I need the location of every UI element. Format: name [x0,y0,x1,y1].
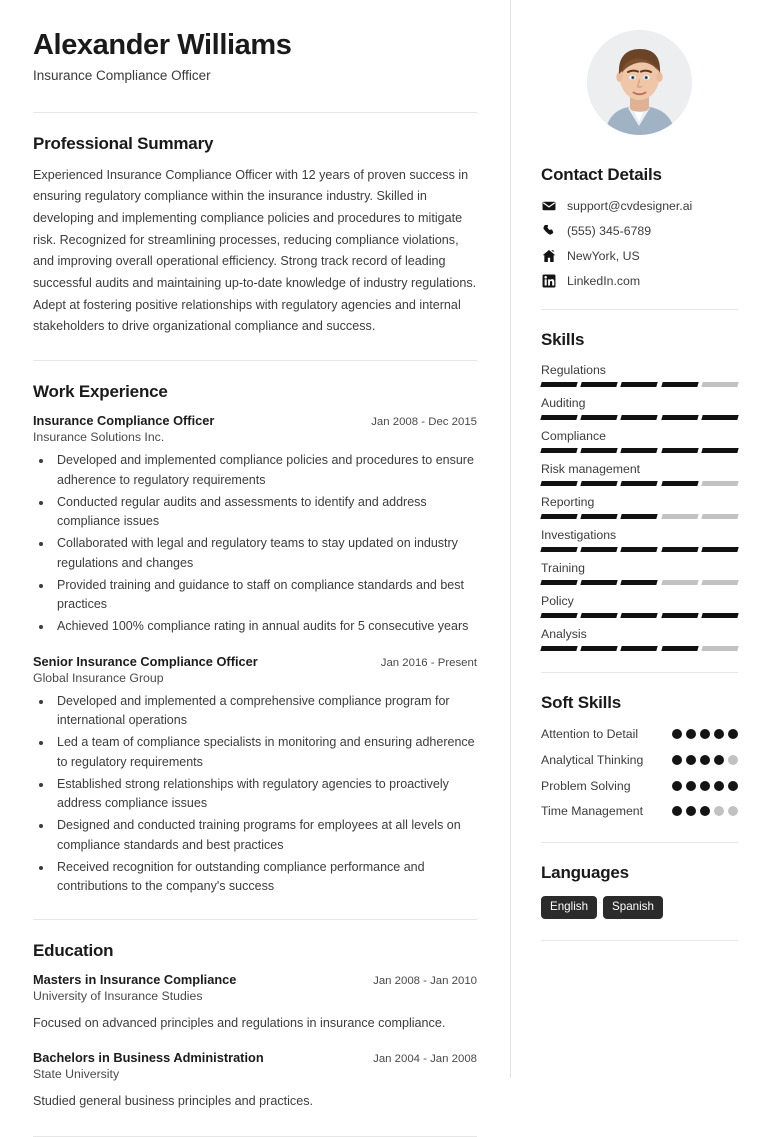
skill-segment [540,415,578,420]
phone-icon [541,223,556,238]
skill-segment [621,481,659,486]
work-bullet-item: • Provided training and guidance to staff on compliance standards and best practices [53,576,477,615]
rating-dot [714,781,724,791]
contact-item[interactable] [541,223,738,238]
summary-text: Experienced Insurance Compliance Officer with 12 years of proven success in ensuring regulatory compliance within the insurance industry. Skilled in developing and implementing compliance policies and procedures to mitigate risk. Recognized for streamlining processes, reducing compliance violations, and improving overall operational efficiency. Strong track record of leading successful audits and maintaining up-to-date knowledge of industry regulations. Adept at fostering positive relationships with regulatory agencies and internal stakeholders to drive organizational compliance and success. [33,167,477,334]
rating-dot [686,755,696,765]
work-entry-header [33,413,477,428]
skill-segment [540,580,578,585]
work-entry-bullets [33,692,477,897]
rating-dot [700,755,710,765]
skill-segment [701,613,739,618]
education-entry-dates: Jan 2008 - Jan 2010 [373,974,477,987]
education-entry-school: State University [33,1067,120,1082]
work-bullet-item: • Achieved 100% compliance rating in annual audits for 5 consecutive years [53,617,477,637]
skill-segment [580,481,618,486]
skill-item [541,429,738,453]
skill-segment [621,547,659,552]
skill-segment [580,382,618,387]
skill-item [541,462,738,486]
rating-dot [728,755,738,765]
work-bullet-item: • Collaborated with legal and regulatory teams to stay updated on industry regulations and changes [53,534,477,573]
skill-segment [621,514,659,519]
skill-segment [540,448,578,453]
contact-value: LinkedIn.com [567,273,641,288]
work-bullet-item: • Led a team of compliance specialists in monitoring and ensuring adherence to regulatory requirements [53,733,477,772]
work-bullet-item: • Received recognition for outstanding compliance performance and contributions to the company's success [53,858,477,897]
skill-segment [661,514,699,519]
section-soft-skills [541,693,738,821]
home-icon [541,248,556,263]
section-title-work: Work Experience [33,382,168,402]
skill-segment [580,613,618,618]
skill-level-bar [541,448,738,453]
skill-level-bar [541,415,738,420]
skill-segment [661,580,699,585]
skill-segment [580,547,618,552]
rating-dot [672,781,682,791]
skill-label: Auditing [541,396,586,410]
soft-skill-item [541,803,738,821]
education-entry [33,972,477,1034]
work-entry-role: Senior Insurance Compliance Officer [33,653,258,669]
education-entry [33,1050,477,1112]
section-title-soft-skills: Soft Skills [541,693,621,712]
skill-segment [621,646,659,651]
contact-list [541,198,738,288]
skill-segment [621,382,659,387]
language-chip-list [541,896,738,919]
work-entry-dates: Jan 2016 - Present [380,656,477,669]
work-entry-role: Insurance Compliance Officer [33,413,215,429]
section-education [33,920,477,1112]
section-title-languages: Languages [541,863,629,883]
skill-label: Regulations [541,363,606,377]
soft-skills-divider [541,842,738,843]
skill-level-bar [541,514,738,519]
skill-item [541,627,738,651]
work-entry-bullets [33,451,477,637]
header-job-title: Insurance Compliance Officer [33,68,211,84]
work-entry [33,413,477,637]
contact-value: NewYork, US [567,248,640,263]
soft-skill-item [541,778,738,796]
rating-dot [672,729,682,739]
soft-skill-item [541,752,738,770]
soft-skill-rating [672,803,738,816]
skill-label: Investigations [541,528,617,542]
rating-dot [700,781,710,791]
skill-label: Reporting [541,495,595,509]
section-languages [541,863,738,919]
skill-segment [661,415,699,420]
skill-segment [701,646,739,651]
skill-item [541,396,738,420]
soft-skill-rating [672,726,738,739]
rating-dot [714,755,724,765]
skill-segment [661,481,699,486]
skill-segment [661,613,699,618]
section-skills [541,330,738,651]
skill-label: Policy [541,594,574,608]
contact-divider [541,309,738,310]
soft-skills-list [541,726,738,821]
skill-level-bar [541,646,738,651]
skill-segment [621,415,659,420]
resume-header [33,28,477,85]
rating-dot [672,806,682,816]
linkedin-icon [541,273,556,288]
contact-value: (555) 345-6789 [567,223,652,238]
section-title-summary: Professional Summary [33,133,214,153]
soft-skill-rating [672,752,738,765]
skill-segment [580,415,618,420]
work-entry-header [33,654,477,669]
skill-segment [701,514,739,519]
rating-dot [686,729,696,739]
skill-label: Analysis [541,627,587,641]
rating-dot [700,806,710,816]
education-entry-degree: Bachelors in Business Administration [33,1050,264,1066]
soft-skill-item [541,726,738,744]
skill-segment [661,448,699,453]
skill-level-bar [541,481,738,486]
skill-segment [621,448,659,453]
soft-skill-rating [672,778,738,791]
rating-dot [728,729,738,739]
education-entry-dates: Jan 2004 - Jan 2008 [373,1053,477,1066]
education-entry-header [33,1050,477,1065]
work-bullet-item: • Developed and implemented compliance policies and procedures to ensure adherence to regulatory requirements [53,451,477,490]
skill-segment [580,448,618,453]
skill-level-bar [541,613,738,618]
skill-segment [661,646,699,651]
skill-segment [621,580,659,585]
language-chip: English [541,896,597,919]
work-bullet-item: • Established strong relationships with regulatory agencies to proactively address compliance issues [53,775,477,814]
education-entry-degree: Masters in Insurance Compliance [33,971,237,987]
page-title: Alexander Williams [33,29,292,61]
rating-dot [700,729,710,739]
education-entry-list [33,972,477,1112]
skill-segment [540,481,578,486]
work-bullet-item: • Designed and conducted training programs for employees at all levels on compliance standards and best practices [53,816,477,855]
section-title-education: Education [33,940,114,960]
education-entry-header [33,972,477,987]
skill-segment [701,448,739,453]
skill-segment [701,580,739,585]
soft-skill-label: Analytical Thinking [541,752,644,767]
section-work-experience [33,361,477,897]
skill-segment [540,382,578,387]
education-entry-description: Focused on advanced principles and regulations in insurance compliance. [33,1015,446,1030]
contact-item[interactable] [541,198,738,213]
rating-dot [686,806,696,816]
envelope-icon [541,198,556,213]
work-bullet-item: • Developed and implemented a comprehensive compliance program for international operations [53,692,477,731]
skill-level-bar [541,382,738,387]
rating-dot [686,781,696,791]
work-entry-organization: Insurance Solutions Inc. [33,430,165,445]
skills-divider [541,672,738,673]
skill-item [541,561,738,585]
skill-item [541,594,738,618]
skill-segment [540,547,578,552]
rating-dot [714,729,724,739]
rating-dot [672,755,682,765]
skill-segment [540,613,578,618]
skill-label: Risk management [541,462,641,476]
skill-item [541,363,738,387]
language-chip: Spanish [603,896,663,919]
section-title-skills: Skills [541,330,585,349]
sidebar [511,0,768,1078]
soft-skill-label: Problem Solving [541,778,631,793]
skill-level-bar [541,580,738,585]
section-professional-summary [33,113,477,338]
skill-segment [701,382,739,387]
soft-skill-label: Attention to Detail [541,727,639,741]
skill-segment [540,646,578,651]
skills-list [541,363,738,651]
avatar [587,30,692,135]
rating-dot [728,806,738,816]
work-entry-organization: Global Insurance Group [33,670,164,685]
skill-segment [701,547,739,552]
education-entry-description: Studied general business principles and practices. [33,1094,314,1109]
work-entry-dates: Jan 2008 - Dec 2015 [371,416,477,429]
skill-segment [661,382,699,387]
contact-value: support@cvdesigner.ai [567,198,693,213]
languages-divider [541,940,738,941]
rating-dot [714,806,724,816]
education-divider [33,1136,477,1137]
avatar-container [541,30,738,135]
skill-segment [661,547,699,552]
skill-segment [701,415,739,420]
education-entry-school: University of Insurance Studies [33,988,203,1003]
skill-item [541,495,738,519]
section-contact-details [541,165,738,288]
work-bullet-item: • Conducted regular audits and assessments to identify and address compliance issues [53,493,477,532]
skill-segment [540,514,578,519]
skill-level-bar [541,547,738,552]
skill-segment [621,613,659,618]
skill-segment [701,481,739,486]
work-entry [33,654,477,897]
skill-label: Compliance [541,429,606,443]
soft-skill-label: Time Management [541,804,644,819]
contact-item[interactable] [541,248,738,263]
skill-segment [580,646,618,651]
skill-item [541,528,738,552]
skill-segment [580,580,618,585]
section-title-contact: Contact Details [541,165,662,184]
skill-label: Training [541,561,585,575]
rating-dot [728,781,738,791]
contact-item[interactable] [541,273,738,288]
skill-segment [580,514,618,519]
work-entry-list [33,413,477,897]
